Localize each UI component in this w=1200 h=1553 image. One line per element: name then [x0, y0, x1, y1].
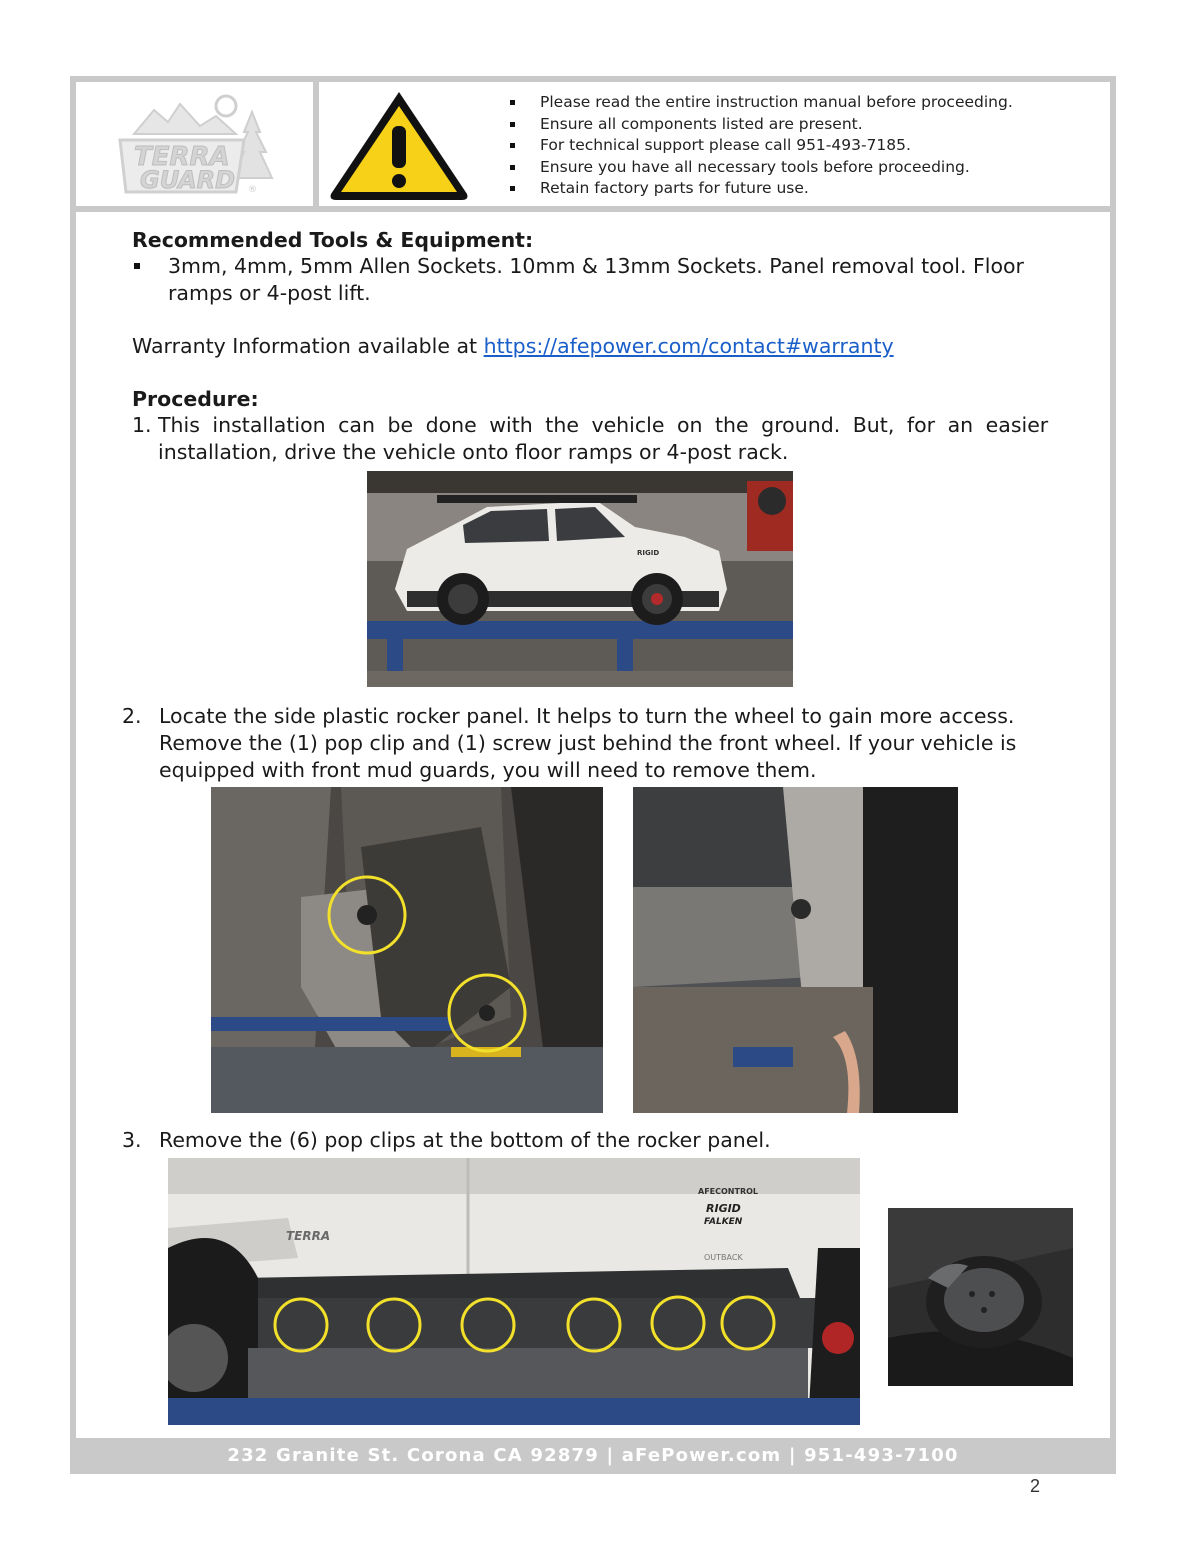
page-frame — [70, 76, 1116, 1474]
step-2-line2: Remove the (1) pop clip and (1) screw just behind the front wheel. If your vehicle is — [159, 731, 1017, 755]
photo-rocker-clip-screw — [211, 787, 603, 1113]
step-2-line3: equipped with front mud guards, you will need to remove them. — [159, 758, 817, 782]
sticker-line-3: FALKEN — [704, 1217, 743, 1227]
step-number: 2. — [122, 704, 142, 728]
warranty-link[interactable]: https://afepower.com/contact#warranty — [483, 334, 894, 358]
svg-text:®: ® — [248, 185, 257, 195]
logo-text-1: TERRA — [134, 142, 230, 172]
logo-cell — [76, 82, 319, 206]
step-1-line2: installation, drive the vehicle onto floor ramps or 4-post rack. — [158, 440, 789, 464]
sticker-line-1: AFECONTROL — [698, 1187, 759, 1196]
photo-pop-clip-closeup — [888, 1208, 1073, 1386]
outback-badge: OUTBACK — [704, 1253, 743, 1262]
warranty-line — [132, 333, 894, 360]
step-number: 1. — [132, 413, 152, 437]
footer-band — [76, 1438, 1110, 1474]
warning-triangle-icon — [319, 82, 479, 206]
note-item: Retain factory parts for future use. — [504, 178, 1013, 200]
sticker-line-2: RIGID — [706, 1202, 741, 1215]
note-item: Ensure all components listed are present. — [504, 114, 1013, 136]
sticker-text: RIGID — [637, 549, 660, 557]
logo-text-2: GUARD — [140, 166, 236, 194]
photo-car-on-lift — [367, 471, 793, 687]
note-item: Please read the entire instruction manual before proceeding. — [504, 92, 1013, 114]
step-2-line1: Locate the side plastic rocker panel. It helps to turn the wheel to gain more access. — [159, 704, 1015, 728]
header-notes-list — [504, 92, 1013, 200]
tools-item-line2: ramps or 4-post lift. — [168, 281, 371, 305]
warranty-prefix: Warranty Information available at — [132, 334, 484, 358]
note-item: For technical support please call 951-493-7185. — [504, 135, 1013, 157]
tools-heading: Recommended Tools & Equipment: — [132, 228, 534, 252]
tools-item-line1: 3mm, 4mm, 5mm Allen Sockets. 10mm & 13mm Sockets. Panel removal tool. Floor — [168, 254, 1024, 278]
warning-cell — [319, 82, 479, 206]
step-1-line1: This installation can be done with the vehicle on the ground. But, for an easier — [158, 413, 1049, 437]
footer-contact-text: 232 Granite St. Corona CA 92879 | aFePower.com | 951-493-7100 — [227, 1445, 959, 1466]
bullet-square — [134, 263, 140, 269]
step-3-line1: Remove the (6) pop clips at the bottom of the rocker panel. — [159, 1128, 771, 1152]
header-band — [76, 82, 1110, 212]
terraguard-logo — [76, 82, 313, 206]
photo-six-pop-clips — [168, 1158, 860, 1425]
step-number: 3. — [122, 1128, 142, 1152]
procedure-heading: Procedure: — [132, 387, 259, 411]
page-number: 2 — [1030, 1476, 1041, 1496]
photo-mud-guard — [633, 787, 958, 1113]
note-item: Ensure you have all necessary tools before proceeding. — [504, 157, 1013, 179]
car-sticker-logo: TERRA — [286, 1229, 331, 1243]
